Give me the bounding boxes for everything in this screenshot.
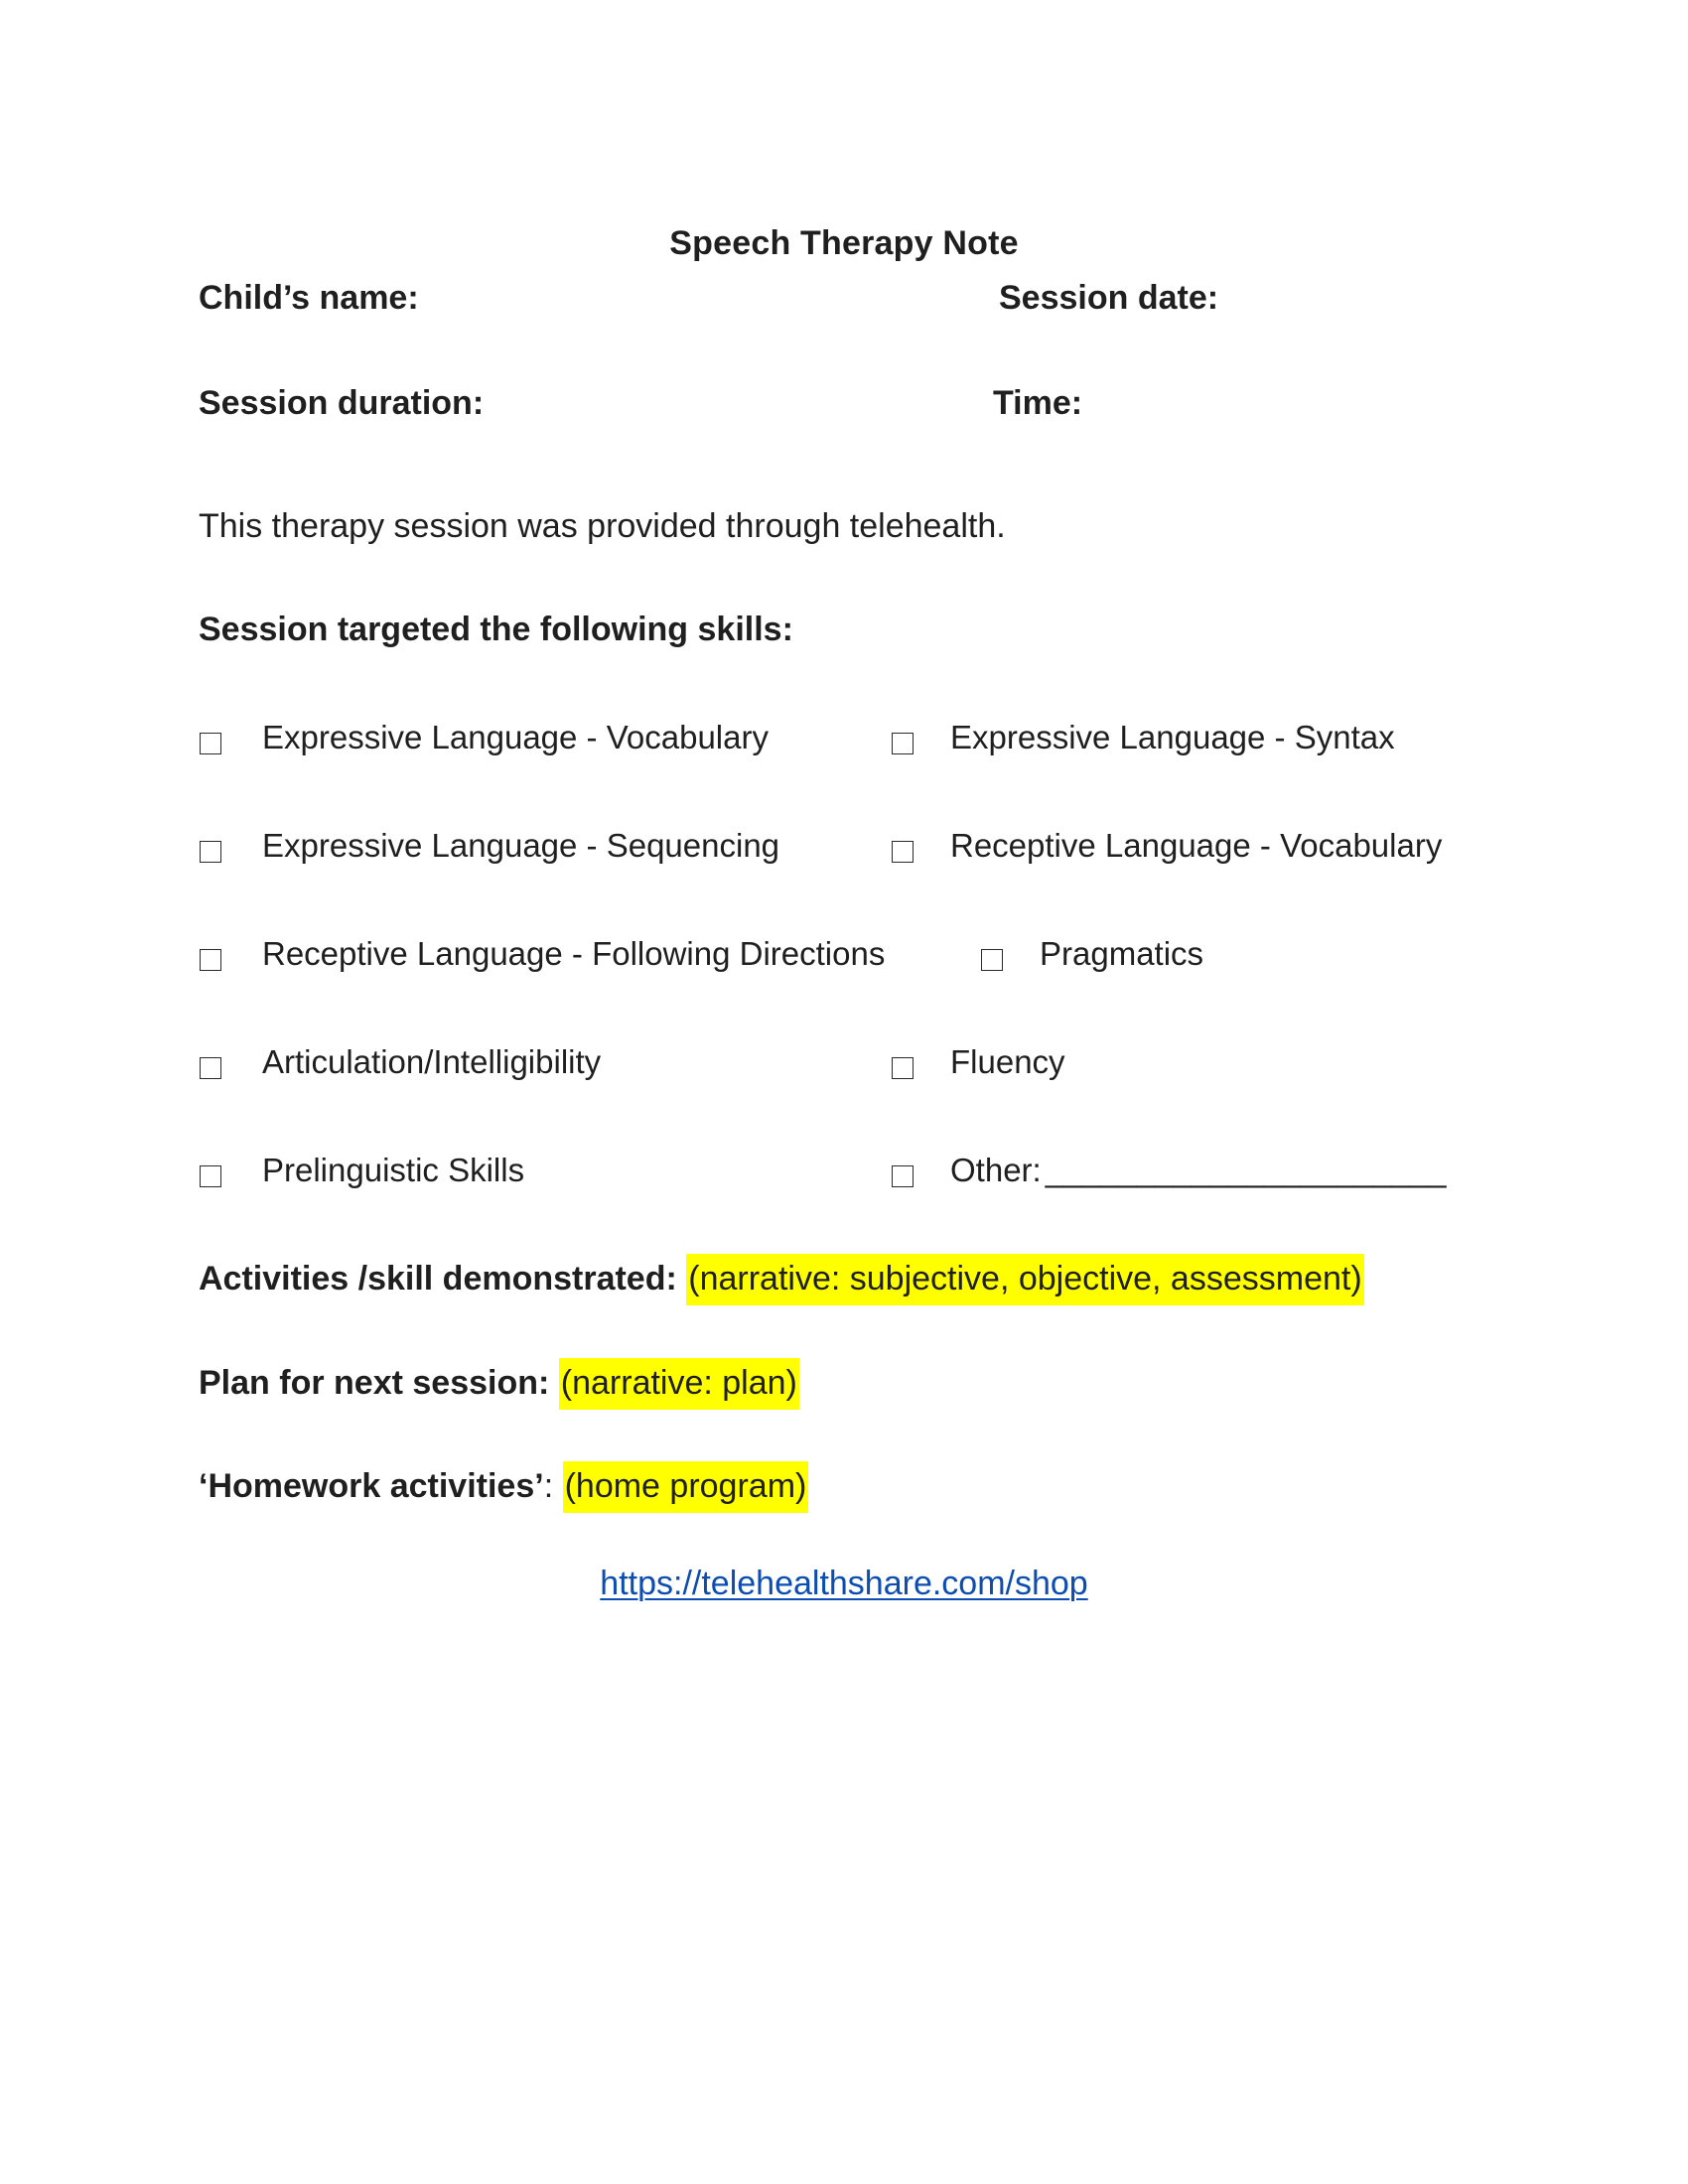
skill-label [950,1154,1446,1186]
checkbox[interactable] [200,841,221,863]
checkbox[interactable] [892,841,914,863]
plan-section [199,1366,799,1400]
skill-label: Articulation/Intelligibility [262,1043,602,1080]
checkbox[interactable] [892,733,914,754]
shop-link-container [0,1567,1688,1600]
document-title: Speech Therapy Note [669,224,1019,262]
time-label: Time: [993,384,1083,422]
checkbox[interactable] [981,949,1003,971]
session-duration-label: Session duration: [199,384,485,422]
checkbox[interactable] [200,733,221,754]
checkbox[interactable] [200,1057,221,1079]
skill-label: Expressive Language - Vocabulary [262,719,769,755]
homework-colon: : [543,1467,554,1505]
homework-label: ‘Homework activities’ [199,1467,544,1505]
shop-link[interactable]: https://telehealthshare.com/shop [600,1565,1088,1602]
skill-label: Expressive Language - Sequencing [262,827,780,864]
activities-section [199,1262,1364,1296]
telehealth-statement: This therapy session was provided through telehealth. [199,507,1006,545]
checkbox[interactable] [200,949,221,971]
activities-placeholder[interactable]: (narrative: subjective, objective, assessment) [686,1254,1363,1305]
skill-label: Fluency [950,1043,1065,1080]
skill-label: Prelinguistic Skills [262,1152,525,1188]
other-blank-line[interactable]: ______________________ [1045,1152,1447,1188]
skills-heading: Session targeted the following skills: [199,611,793,648]
plan-label: Plan for next session: [199,1364,550,1402]
skill-label: Pragmatics [1040,935,1204,972]
plan-placeholder[interactable]: (narrative: plan) [559,1358,799,1410]
child-name-label: Child’s name: [199,279,419,317]
homework-placeholder[interactable]: (home program) [563,1461,809,1513]
skill-label: Receptive Language - Vocabulary [950,827,1443,864]
skill-label: Expressive Language - Syntax [950,719,1395,755]
homework-section [199,1469,808,1503]
checkbox[interactable] [200,1165,221,1187]
activities-label: Activities /skill demonstrated: [199,1260,677,1297]
other-label: Other: [950,1152,1042,1188]
checkbox[interactable] [892,1057,914,1079]
checkbox[interactable] [892,1165,914,1187]
skill-label: Receptive Language - Following Directions [262,935,886,972]
session-date-label: Session date: [999,279,1219,317]
